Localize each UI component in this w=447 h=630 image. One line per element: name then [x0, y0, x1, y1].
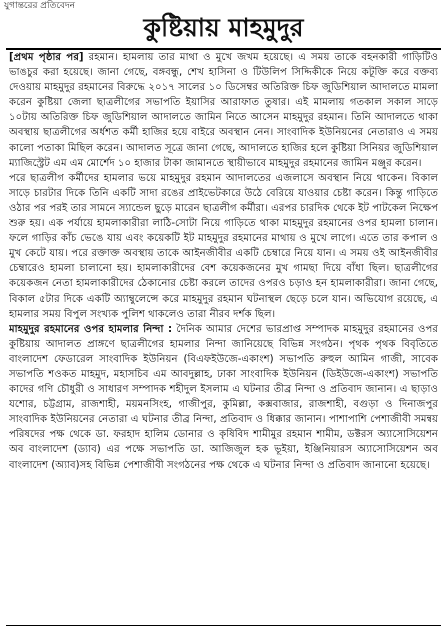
paragraph-2-text: পরে ছাত্রলীগ কর্মীদের হামলার ভয়ে মাহমুদুর রহমান আদালতের এজলাসে অবস্থান নিয়ে থাকেন। বিকাল সাড়ে চারটার দিকে তিনি একটি সাদা রঙের প্রাইভেটকারে উঠে বেরিয়ে যাওয়ার চেষ্টা করেন। কিন্তু গাড়িতে ওঠার পর পরই তার সামনে স্যান্ডেল ছুড়ে মারেন ছাত্রলীগ কর্মীরা। এরপর চারদিক থেকে ইট পাটকেল নিক্ষেপ শুরু হয়। এক পর্যায়ে হামলাকারীরা লাঠি-সোটা নিয়ে গাড়িতে থাকা মাহমুদুর রহমানের ওপর হামলা চালান। ফলে গাড়ির কাঁচ ভেঙে যায় এবং কয়েকটি ইট মাহমুদুর রহমানের মাথায় ও মুখে লাগে। এতে তার কপাল ও মুখ কেটে যায়। পরে রক্তাক্ত অবস্থায় তাকে আইনজীবীর একটি চেম্বারে নিয়ে যান। এ সময় ওই আইনজীবীর চেম্বারেও হামলা চালানো হয়। হামলাকারীদের বেশ কয়েকজনের মুখ গামছা দিয়ে বাঁধা ছিল। ছাত্রলীগের কয়েকজন নেতা হামলাকারীদের ঠেকানোর চেষ্টা করলে তাদের ওপরও চড়াও হন হামলাকারীরা। জানা গেছে, বিকাল ৫টার দিকে একটি অ্যাম্বুলেন্সে করে মাহমুদুর রহমান ঘটনাস্থল ছেড়ে চলে যান। অভিযোগ রয়েছে, এ হামলার সময় বিপুল সংখ্যক পুলিশ থাকলেও তারা নীরব দর্শক ছিল। [9, 172, 438, 320]
subheading: মাহমুদুর রহমানের ওপর হামলার নিন্দা : [9, 323, 173, 335]
headline: কুষ্টিয়ায় মাহমুদুর [143, 13, 304, 42]
article-body [9, 50, 438, 624]
paragraph-1-text: রহমান। হামলায় তার মাথা ও মুখে জখম হয়েছে। এ সময় তাকে বহনকারী গাড়িটিও ভাঙচুর করা হয়েছে। জানা গেছে, বঙ্গবন্ধু, শেখ হাসিনা ও টিউলিপ সিদ্দিকীকে নিয়ে কটূক্তি করে বক্তব্য দেওয়ায় মাহমুদুর রহমানের বিরুদ্ধে ২০১৭ সালের ১০ ডিসেম্বর অতিরিক্ত চিফ জুডিশিয়াল আদালতে মামলা করেন কুষ্টিয়া জেলা ছাত্রলীগের সভাপতি ইয়াসির আরাফাত তুষার। এই মামলায় গতকাল সকাল সাড়ে ১০টায় অতিরিক্ত চিফ জুডিশিয়াল আদালতে জামিন নিতে আসেন মাহমুদুর রহমান। তিনি আদালতে থাকা অবস্থায় ছাত্রলীগের অর্ধশত কর্মী হাজির হয়ে বাইরে অবস্থান নেন। সাংবাদিক ইউনিয়নের নেতারাও এ সময় কালো পতাকা মিছিল করেন। আদালত সূত্রে জানা গেছে, আদালতে হাজির হলে কুষ্টিয়া সিনিয়র জুডিশিয়াল ম্যাজিস্ট্রেট এম এম মোর্শেদ ১০ হাজার টাকা জামানতে স্থায়ীভাবে মাহমুদুর রহমানের জামিন মঞ্জুর করেন। [9, 52, 438, 169]
paragraph-1 [9, 50, 438, 171]
paragraph-3 [9, 322, 438, 473]
bottom-divider [6, 625, 441, 626]
header-strip: যুগান্তরের প্রতিবেদন [4, 1, 76, 11]
paragraph-2 [9, 171, 438, 322]
continued-tag: [প্রথম পৃষ্ঠার পর] [9, 52, 84, 63]
paragraph-3-text: দৈনিক আমার দেশের ভারপ্রাপ্ত সম্পাদক মাহমুদুর রহমানের ওপর কুষ্টিয়ায় আদালত প্রাঙ্গণে ছাত্রলীগের হামলার নিন্দা জানিয়েছে বিভিন্ন সংগঠন। পৃথক পৃথক বিবৃতিতে বাংলাদেশ ফেডারেল সাংবাদিক ইউনিয়ন (বিএফইউজে-একাংশ) সভাপতি রুহুল আমিন গাজী, সাবেক সভাপতি শওকত মাহমুদ, মহাসচিব এম আবদুল্লাহ, ঢাকা সাংবাদিক ইউনিয়ন (ডিইউজে-একাংশ) সভাপতি কাদের গণি চৌধুরী ও সাধারণ সম্পাদক শহীদুল ইসলাম এ ঘটনার তীব্র নিন্দা ও প্রতিবাদ জানান। এ ছাড়াও যশোর, চট্টগ্রাম, রাজশাহী, ময়মনসিংহ, গাজীপুর, কুমিল্লা, কক্সবাজার, রাজশাহী, বগুড়া ও দিনাজপুর সাংবাদিক ইউনিয়নের নেতারা এ ঘটনার তীব্র নিন্দা, প্রতিবাদ ও ধিক্কার জানান। পাশাপাশি পেশাজীবী সমন্বয় পরিষদের পক্ষ থেকে ডা. ফরহাদ হালিম ডোনার ও কৃষিবিদ শামীমুর রহমান শামীম, ডক্টরস অ্যাসোসিয়েশন অব বাংলাদেশ (ড্যাব) এর পক্ষে সভাপতি ডা. আজিজুল হক ভূইয়া, ইঞ্জিনিয়ারস অ্যাসোসিয়েশন অব বাংলাদেশ (অ্যাব)সহ বিভিন্ন পেশাজীবী সংগঠনের পক্ষ থেকে এ ঘটনার নিন্দা ও প্রতিবাদ জানানো হয়েছে। [9, 323, 438, 471]
